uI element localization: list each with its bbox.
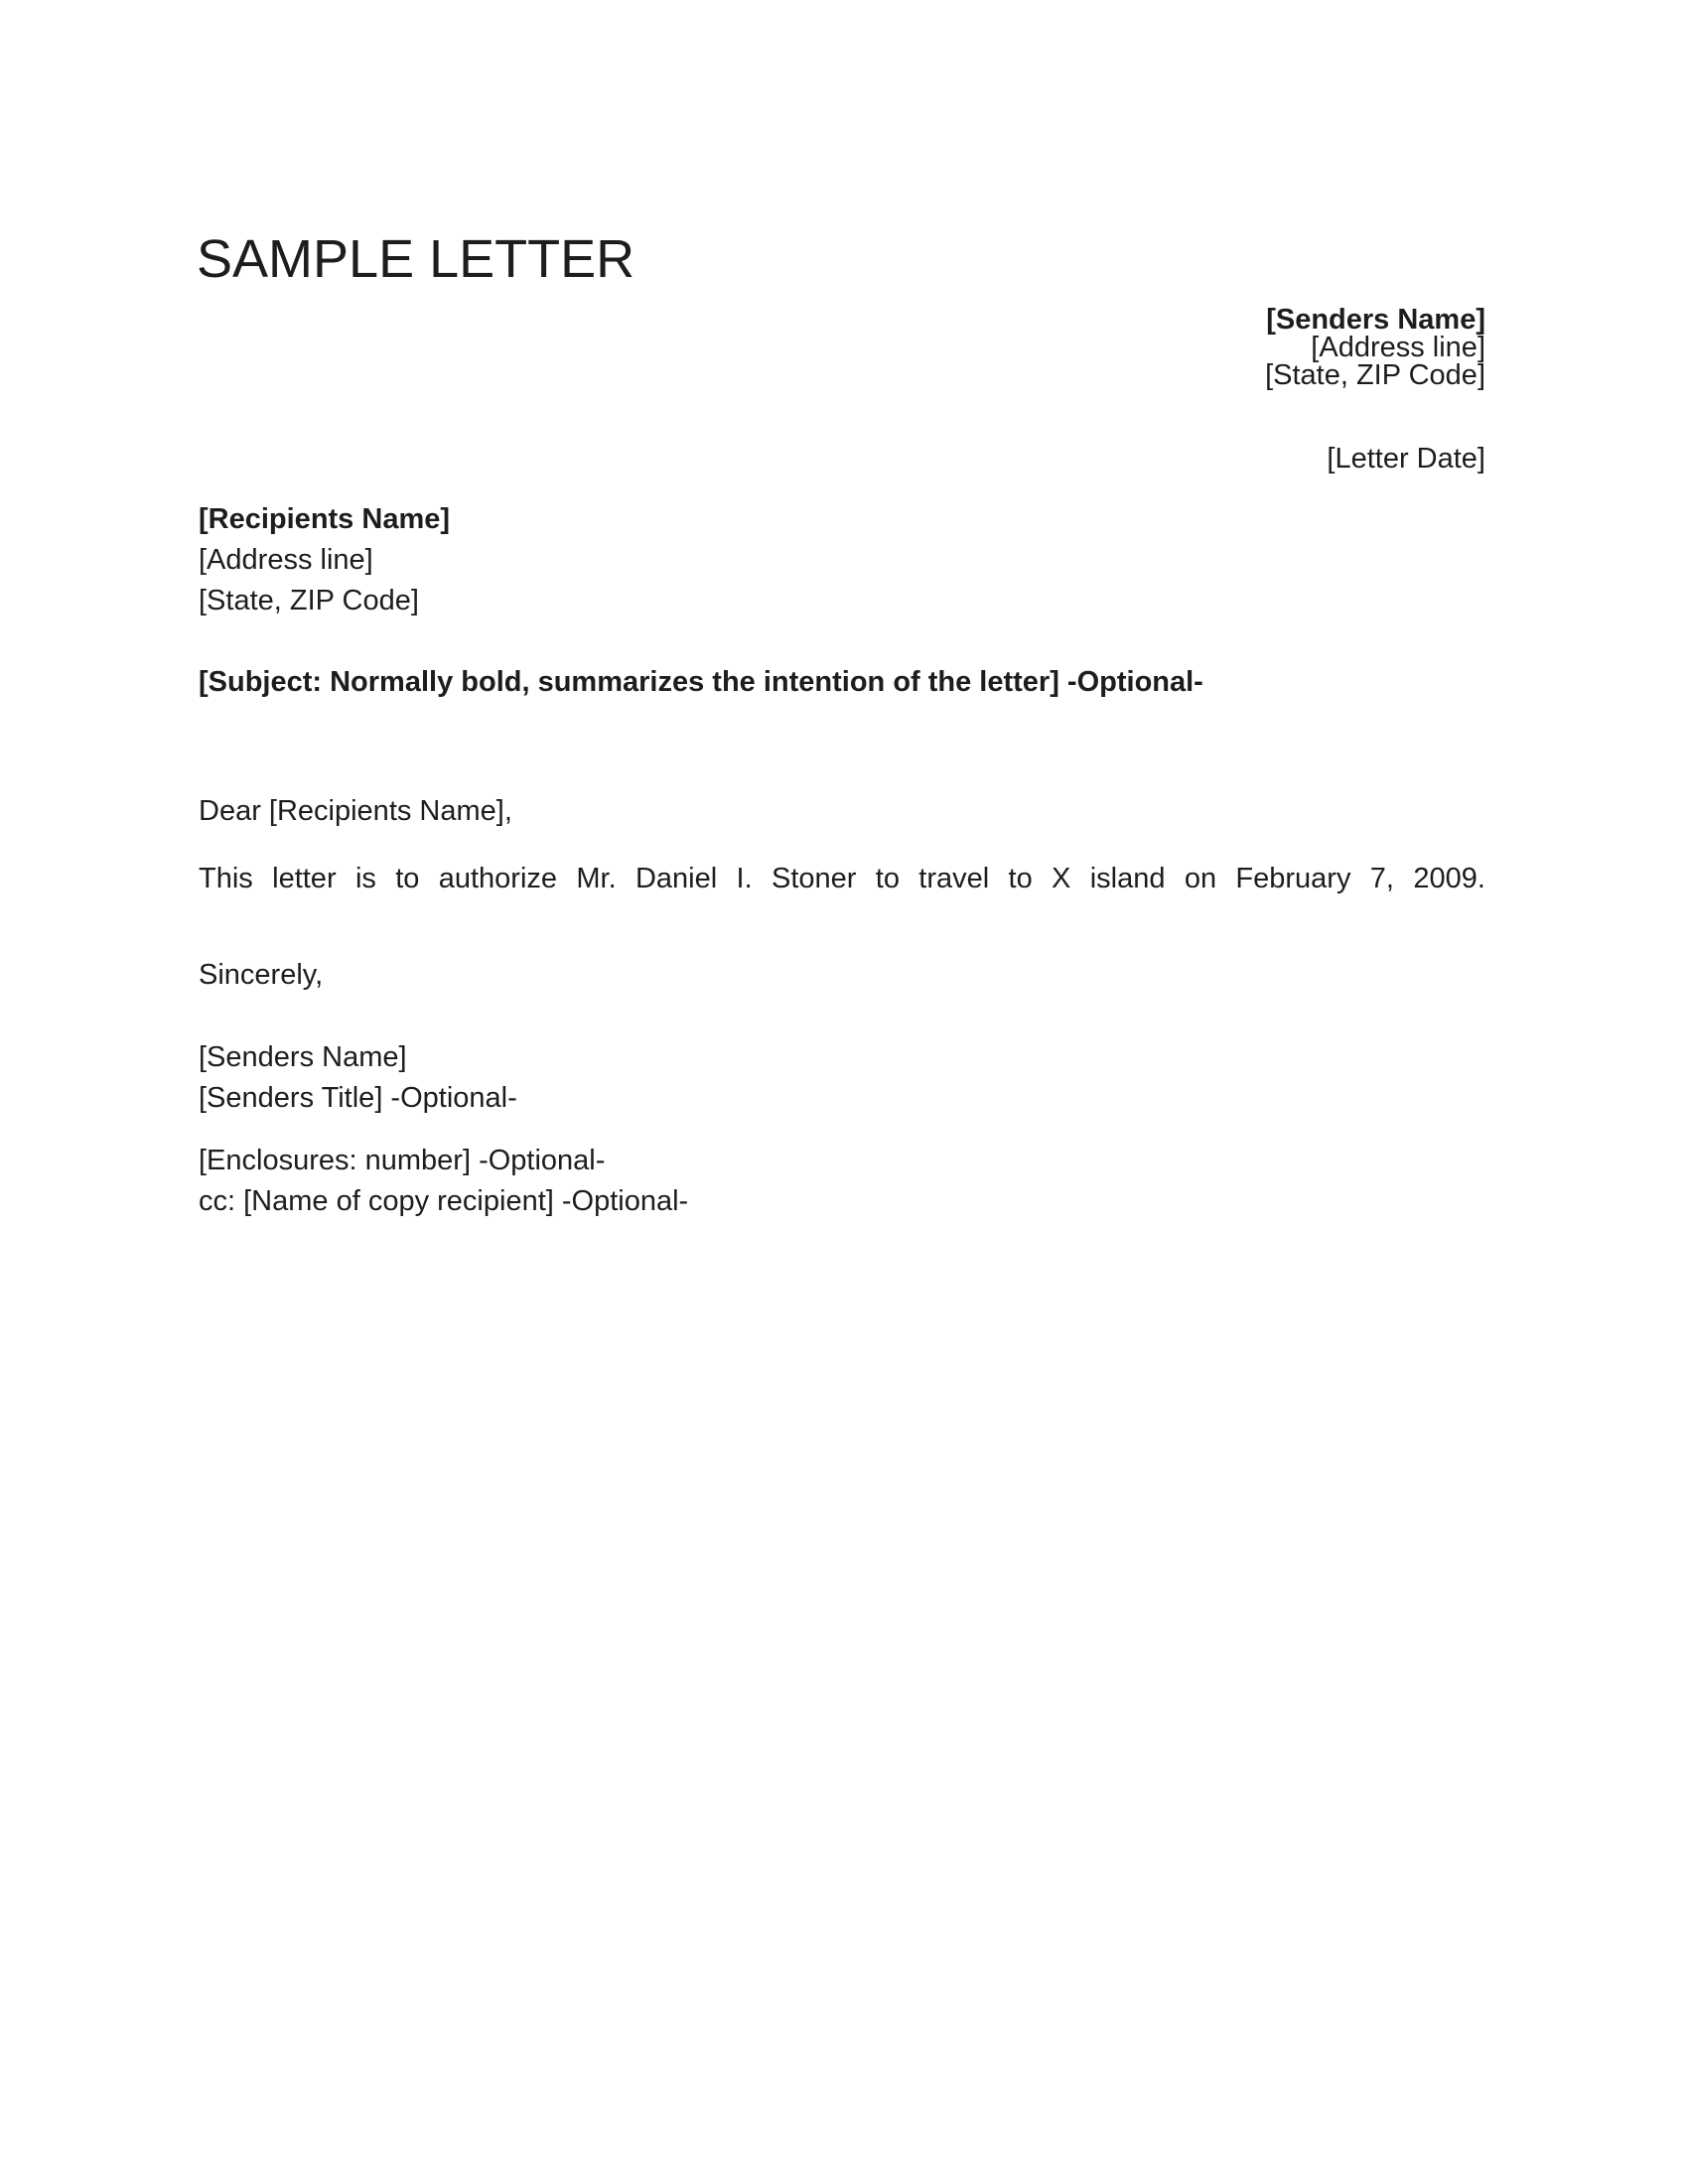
body-word: This xyxy=(199,863,253,894)
body-word: Mr. xyxy=(576,863,617,894)
body-word: to xyxy=(1008,863,1033,894)
document-title: SAMPLE LETTER xyxy=(197,229,635,289)
recipient-name: [Recipients Name] xyxy=(199,503,451,535)
cc-line: cc: [Name of copy recipient] -Optional- xyxy=(199,1185,689,1217)
body-word: authorize xyxy=(438,863,558,894)
body-word: to xyxy=(395,863,420,894)
subject-line: [Subject: Normally bold, summarizes the intention of the letter] -Optional- xyxy=(199,666,1203,698)
body-word: on xyxy=(1184,863,1217,894)
signature-name: [Senders Name] xyxy=(199,1041,407,1073)
body-word: February xyxy=(1235,863,1351,894)
signature-title: [Senders Title] -Optional- xyxy=(199,1082,517,1114)
body-word: is xyxy=(354,863,376,894)
salutation: Dear [Recipients Name], xyxy=(199,795,512,827)
body-word: 2009. xyxy=(1413,863,1485,894)
body-word: to xyxy=(875,863,900,894)
sender-name: [Senders Name] xyxy=(1266,304,1485,336)
recipient-address: [Address line] xyxy=(199,544,373,576)
sender-address: [Address line] xyxy=(1311,332,1485,363)
body-word: Daniel xyxy=(634,863,718,894)
closing: Sincerely, xyxy=(199,959,324,991)
enclosures-line: [Enclosures: number] -Optional- xyxy=(199,1145,606,1176)
body-word: island xyxy=(1089,863,1166,894)
body-word: travel xyxy=(918,863,990,894)
body-word: I. xyxy=(736,863,753,894)
body-word: letter xyxy=(272,863,337,894)
body-paragraph xyxy=(199,862,1485,895)
recipient-state-zip: [State, ZIP Code] xyxy=(199,585,419,616)
body-word: X xyxy=(1052,863,1071,894)
body-word: 7, xyxy=(1369,863,1394,894)
body-word: Stoner xyxy=(771,863,857,894)
sender-state-zip: [State, ZIP Code] xyxy=(1265,359,1485,391)
letter-date: [Letter Date] xyxy=(1327,443,1485,475)
